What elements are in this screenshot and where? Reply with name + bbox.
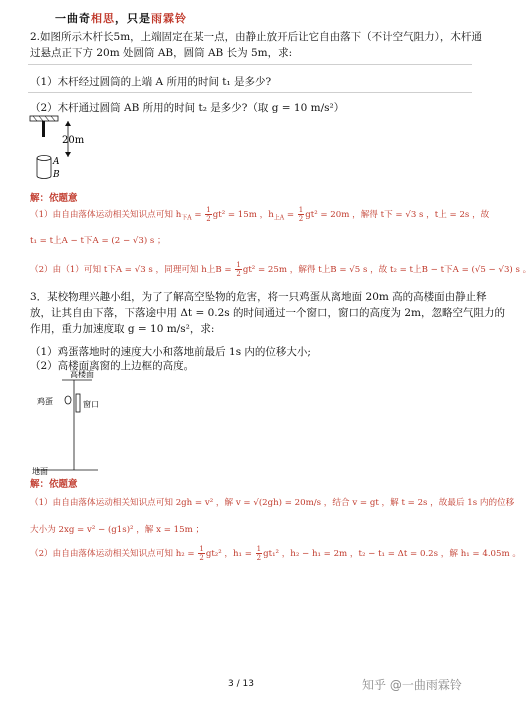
page-header [55,10,187,26]
point-b-label: B [53,170,60,180]
q3-line-1: 3．某校物理兴趣小组，为了了解高空坠物的危害，将一只鸡蛋从离地面 20m 高的高楼面由静止释 [30,291,487,303]
divider [28,64,472,65]
q3-line-2: 放，让其自由下落，下落途中用 Δt = 0.2s 的时间通过一个窗口，窗口的高度为 2m，忽略空气阻力的 [30,307,506,319]
egg-label: 鸡蛋 [37,397,53,406]
header-text: ，只是 [115,12,151,25]
building-top-label: 高楼面 [70,370,94,379]
q2-answer-2: （2）由（1）可知 t下A = √3 s ，同理可知 h上B = $\frac{1}{2}$ gt² = 25m ，解得 t上B = √5 s ，故 t₂ = t上B − t下A = (√5 − √3) s 。 [30,261,531,278]
distance-label: 20m [62,135,85,146]
ceiling-support [30,116,58,121]
divider [28,92,472,93]
header-highlight: 相思 [91,12,115,25]
q3-subquestion-1: （1）鸡蛋落地时的速度大小和落地前最后 1s 内的位移大小; [30,346,311,358]
wooden-rod [42,121,45,137]
q2-answer-1-line-1: （1）由自由落体运动相关知识点可知 $h_{下A}$ = $\frac{1}{2}$ gt² = 15m ，$h_{上A}$ = $\frac{1}{2}$ gt² = 20m ，解得 t下 = √3 s ，t上 = 2s ，故 [30,206,490,223]
window-label: 窗口 [83,400,99,409]
q2-answer-1-line-2: t₁ = t上A − t下A = (2 − √3) s ； [30,236,166,246]
window-frame [76,394,80,412]
q3-subquestion-2: （2）高楼面离窗的上边框的高度。 [30,360,195,372]
q2-subquestion-2: （2）木杆通过圆筒 AB 所用的时间 t₂ 是多少?（取 g = 10 m/s²） [30,102,345,114]
q2-rod-tube-figure [28,114,138,194]
q2-solution-title: 解：依题意 [30,193,78,204]
page-number: 3 / 13 [228,679,254,689]
q2-line-1: 2.如图所示木杆长5m，上端固定在某一点，由静止放开后让它自由落下（不计空气阻力），木杆通 [30,31,482,43]
q3-egg-window-figure [28,370,138,478]
ground-label: 地面 [32,467,48,476]
header-text: 一曲奇 [55,12,91,25]
q3-solution-title: 解：依题意 [30,479,78,490]
q2-subquestion-1: （1）木杆经过圆筒的上端 A 所用的时间 t₁ 是多少? [30,76,272,88]
q2-line-2: 过悬点正下方 20m 处圆筒 AB，圆筒 AB 长为 5m，求: [30,47,293,59]
q3-answer-1-line-2: 大小为 2xg = v² − (g1s)² ，解 x = 15m ； [30,525,205,535]
egg-shape [65,396,71,404]
q3-line-3: 作用，重力加速度取 g = 10 m/s²，求: [30,323,215,335]
point-a-label: A [53,157,60,167]
q3-answer-1-line-1: （1）由自由落体运动相关知识点可知 2gh = v² ，解 v = √(2gh) = 20m/s ，结合 v = gt ，解 t = 2s ，故最后 1s 内的位移 [30,498,515,508]
header-highlight: 雨霖铃 [151,12,187,25]
watermark-brand: 知乎 @一曲雨霖铃 [362,678,462,692]
q3-answer-2: （2）由自由落体运动相关知识点可知 h₂ = $\frac{1}{2}$ gt₂² ，h₁ = $\frac{1}{2}$ gt₁² ，h₂ − h₁ = 2m ，t₂ − t₁ = Δt = 0.2s ，解 h₁ = 4.05m 。 [30,545,521,562]
tube-top [37,156,51,161]
